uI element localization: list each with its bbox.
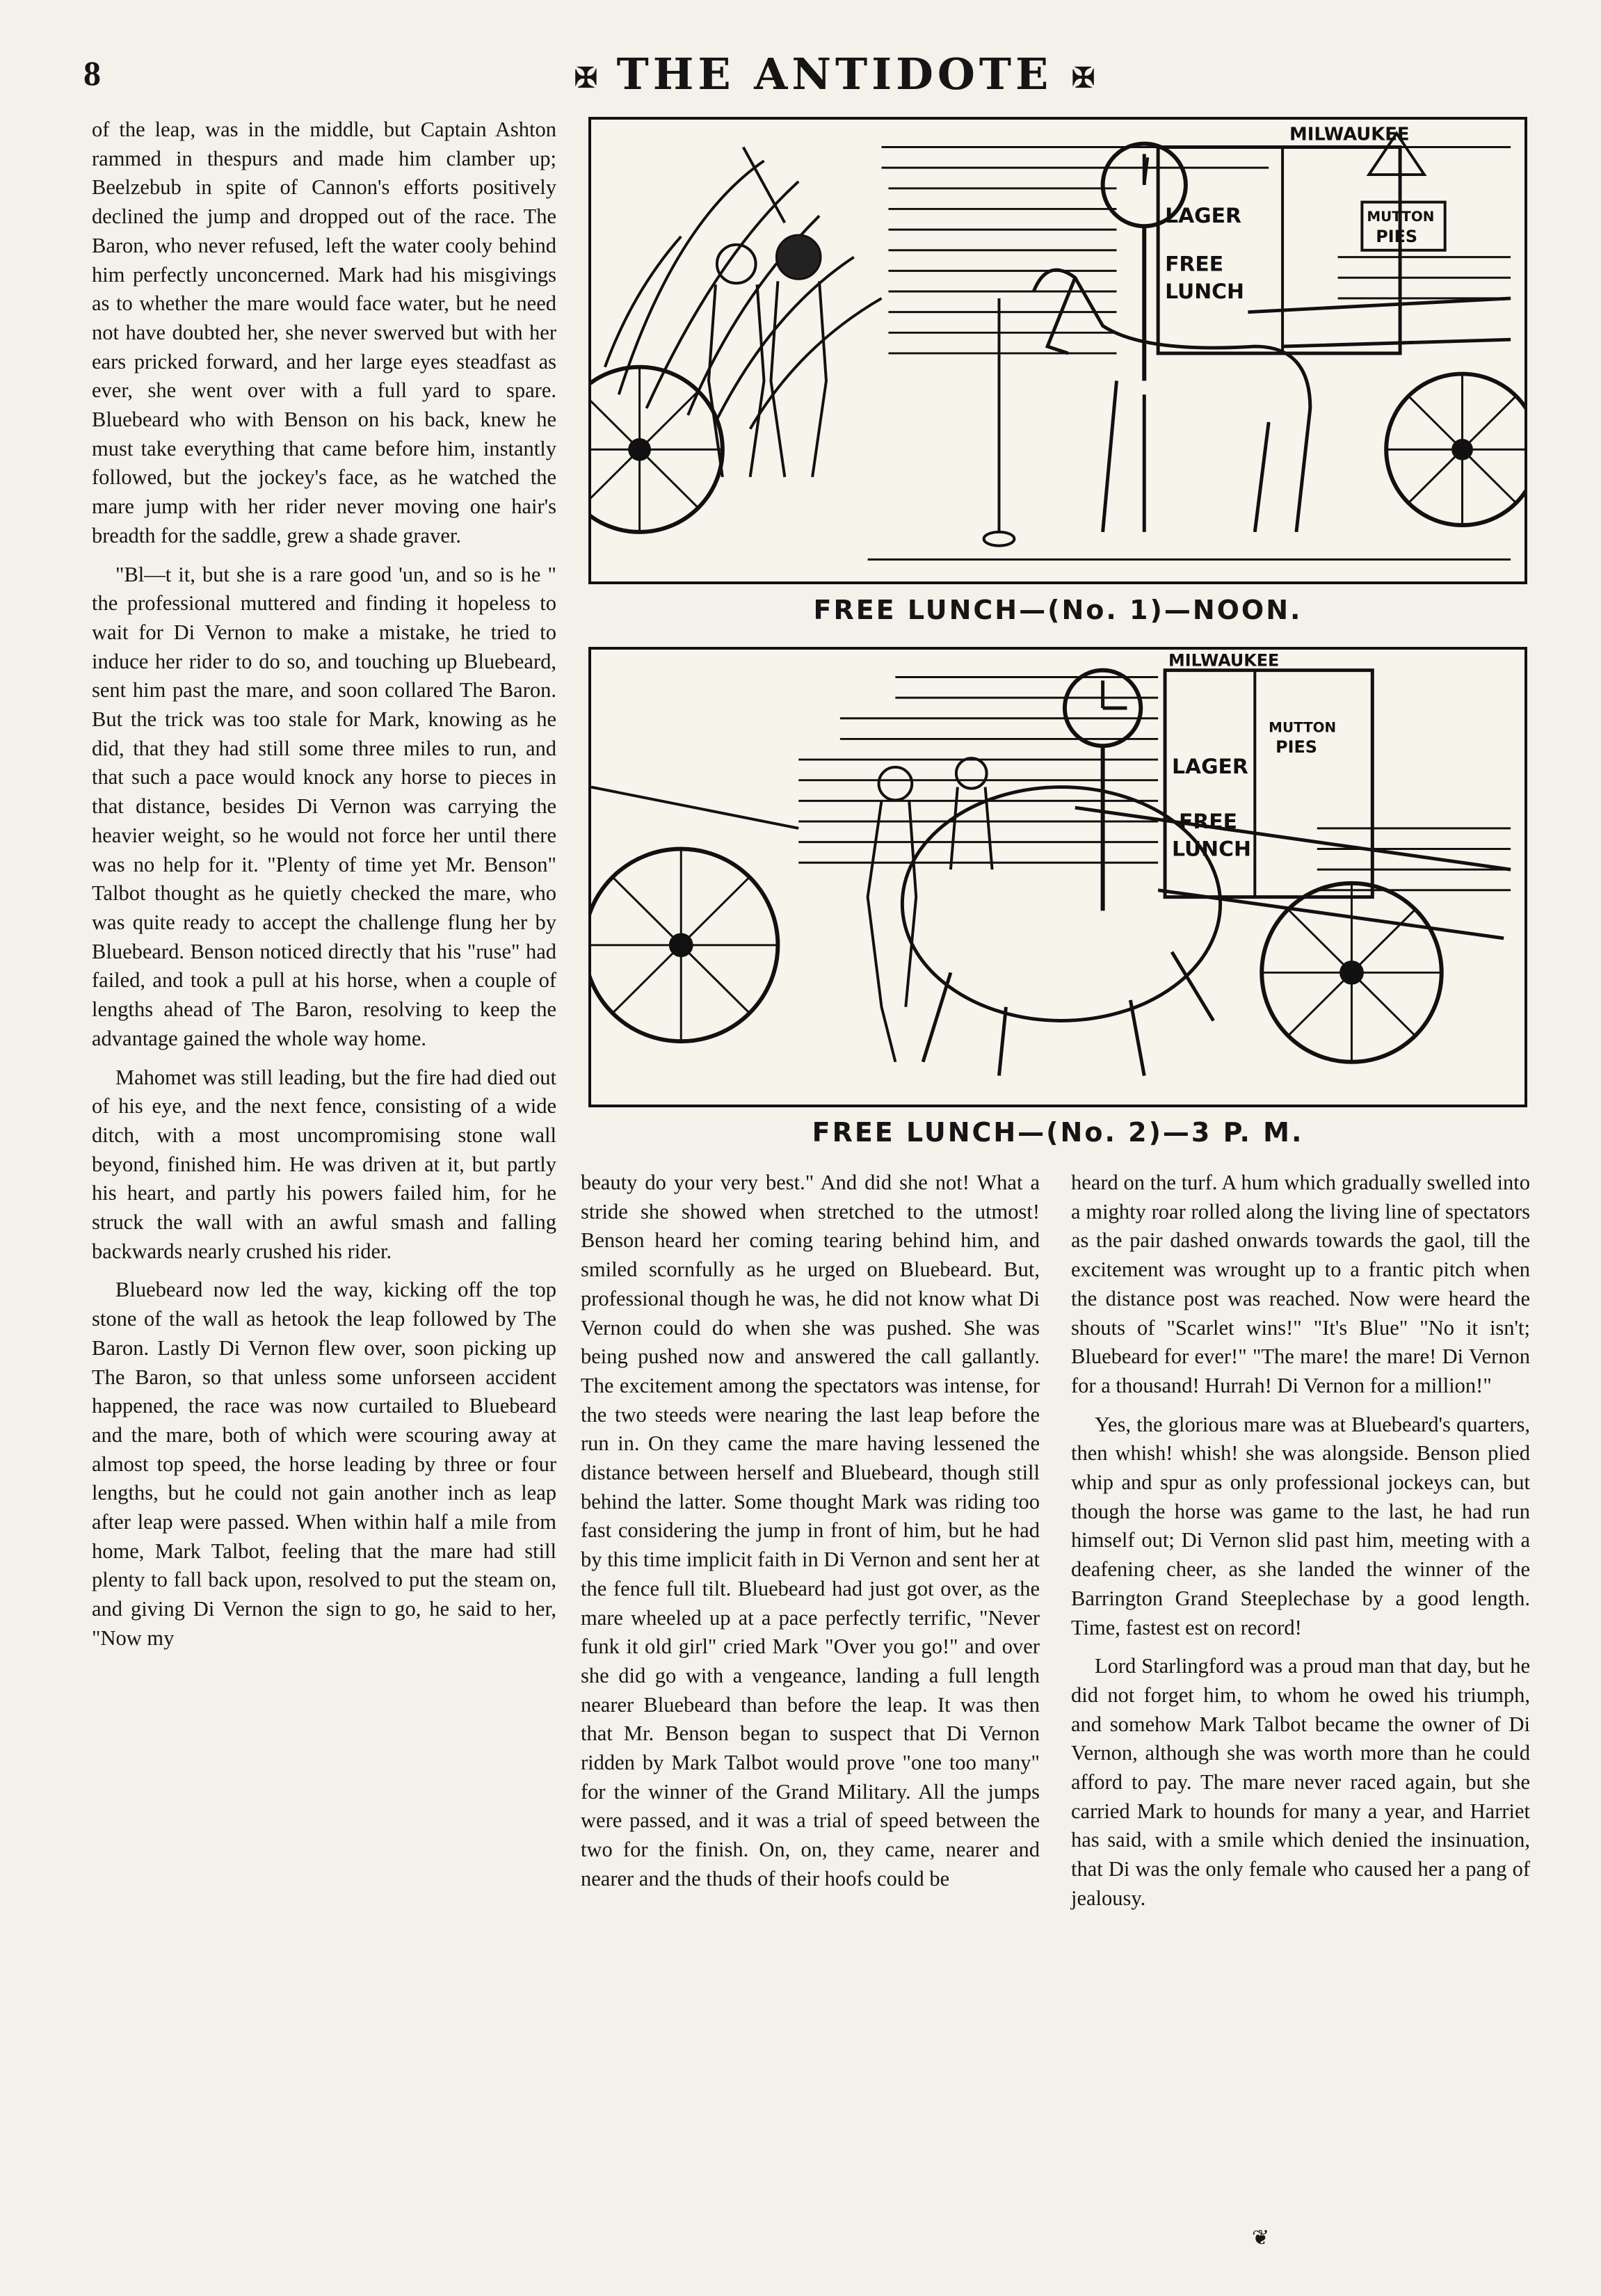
paragraph: Bluebeard now led the way, kicking off the top stone of the wall as hetook the leap followed by The Baron. Lastly Di Vernon flew over, soon picking up The Baron, so that unless some unforseen accident happened, the race was now curtailed to Bluebeard and the mare, both of which were scouring away at almost top speed, the horse leading by three or four lengths, but he could not gain another inch as leap after leap were passed. When within half a mile from home, Mark Talbot, feeling that the mare had still plenty to fall back upon, resolved to put the steam on, and giving Di Vernon the sign to go, he said to her, "Now my [92, 1278, 556, 1650]
paragraph: of the leap, was in the middle, but Captain Ashton rammed in thespurs and made him clamber up; Beelzebub in spite of Cannon's efforts positively declined the jump and dropped out of the race. The Baron, who never refused, left the water cooly behind him perfectly unconcerned. Mark had his misgivings as to whether the mare would face water, but he need not have doubted her, she never swerved but with her ears pricked forward, and her large eyes steadfast as ever, she went over with a full yard to spare. Bluebeard who with Benson on his back, knew he must take everything that came before him, instantly followed, but the jockey's face, as he watched the mare jump with her rider never moving one hair's breadth for the saddle, grew a shade graver. [92, 118, 556, 547]
paragraph: heard on the turf. A hum which gradually swelled into a mighty roar rolled along the living line of spectators as the pair dashed onwards towards the gaol, till the excitement was wrought up to a frantic pitch when the distance post was reached. Now were heard the shouts of "Scarlet wins!" "It's Blue" "No it isn't; Bluebeard for ever!" "The mare! the mare! Di Vernon for a thousand! Hurrah! Di Vernon for a million!" [1071, 1171, 1530, 1397]
end-ornament-icon: ❦ [1252, 2226, 1270, 2249]
sign-text: MILWAUKEE [1168, 650, 1280, 671]
sign-text: FREE [1165, 252, 1224, 277]
sign-text: LUNCH [1165, 279, 1245, 304]
article-column-3 [1071, 1169, 1530, 1923]
article-column-1 [92, 115, 556, 1663]
page-number: 8 [83, 54, 101, 93]
article-column-2 [581, 1169, 1040, 1904]
paragraph: Lord Starlingford was a proud man that day, but he did not forget him, to whom he owed his triumph, and somehow Mark Talbot became the owner of Di Vernon, although she was worth more than he could afford to pay. The mare never raced again, but she carried Mark to hounds for many a year, and Harriet has said, with a smile which denied the insinuation, that Di was the only female who caused her a pang of jealousy. [1071, 1654, 1530, 1910]
cartoon-caption: FREE LUNCH—(No. 1)—NOON. [813, 595, 1303, 625]
masthead-title: THE ANTIDOTE [616, 49, 1053, 99]
paragraph: "Bl—t it, but she is a rare good 'un, and so is he " the professional muttered and finding it hopeless to wait for Di Vernon to make a mistake, he tried to induce her rider to do so, and touching up Bluebeard, sent him past the mare, and soon collared The Baron. But the trick was too stale for Mark, knowing as he did, that they had still some three miles to run, and that such a pace would knock any horse to pieces in that distance, besides Di Vernon was carrying the heavier weight, so he would not force her until there was no help for it. "Plenty of time yet Mr. Benson" Talbot thought as he quietly checked the mare, who was quite ready to accept the challenge flung her by Bluebeard. Benson noticed directly that his "ruse" had failed, and took a pull at his horse, when a couple of lengths ahead of The Baron, resolving to keep the advantage gained the whole way home. [92, 562, 556, 1050]
sign-text: LUNCH [1172, 837, 1251, 862]
paragraph: Mahomet was still leading, but the fire had died out of his eye, and the next fence, consisting of a wide ditch, with a most uncompromising stone wall beyond, finished him. He was driven at it, but partly his heart, and partly his powers failed him, for he struck the wall with an awful smash and falling backwards nearly crushed his rider. [92, 1065, 556, 1263]
masthead-ornament-right-icon: ✠ [1071, 61, 1095, 95]
paragraph: beauty do your very best." And did she not! What a stride she showed when stretched to the utmost! Benson heard her coming tearing behind him, and smiled scornfully as he urged on Bluebeard. But, professional though he was, he did not know what Di Vernon could do when she was pushed. She was being pushed now and answered the call gallantly. The excitement among the spectators was intense, for the two steeds were nearing the last leap before the run in. On they came the mare having lessened the distance between herself and Bluebeard, though still behind the latter. Some thought Mark was riding too fast considering the jump in front of him, but he had by this time implicit faith in Di Vernon and sent her at the fence full tilt. Bluebeard had just got over, as the mare wheeled up at a pace perfectly terrific, "Never funk it old girl" cried Mark "Over you go!" and over she did go with a vengeance, landing a full length nearer Bluebeard than before the leap. It was then that Mr. Benson began to suspect that Di Vernon ridden by Mark Talbot would prove "one too many" for the winner of the Grand Military. All the jumps were passed, and it was a trial of speed between the two for the finish. On, on, they came, nearer and nearer and the thuds of their hoofs could be [581, 1171, 1040, 1890]
sign-text: LAGER [1172, 754, 1248, 779]
masthead [570, 49, 1099, 97]
paragraph: Yes, the glorious mare was at Bluebeard's quarters, then whish! whish! she was alongside. Benson plied whip and spur as only professional jockeys can, but though the horse was game to the last, he had run himself out; Di Vernon slid past him, meeting with a deafening cheer, as she landed the winner of the Barrington Grand Steeplechase by a good length. Time, fastest est on record! [1071, 1412, 1530, 1639]
masthead-ornament-left-icon: ✠ [574, 61, 598, 95]
cartoon-free-lunch-noon [588, 117, 1527, 584]
sign-text: MILWAUKEE [1289, 124, 1410, 145]
sign-text: MUTTON [1367, 209, 1435, 225]
cartoon-caption: FREE LUNCH—(No. 2)—3 P. M. [812, 1117, 1304, 1148]
sign-text: FREE [1178, 809, 1238, 834]
sign-text: PIES [1376, 226, 1418, 246]
sign-text: MUTTON [1269, 719, 1337, 736]
sign-text: LAGER [1165, 204, 1241, 229]
overturned-horse-illustration [591, 650, 1524, 1105]
horse-and-cart-illustration [591, 120, 1524, 581]
cartoon-free-lunch-3pm [588, 647, 1527, 1107]
sign-text: PIES [1276, 737, 1317, 757]
